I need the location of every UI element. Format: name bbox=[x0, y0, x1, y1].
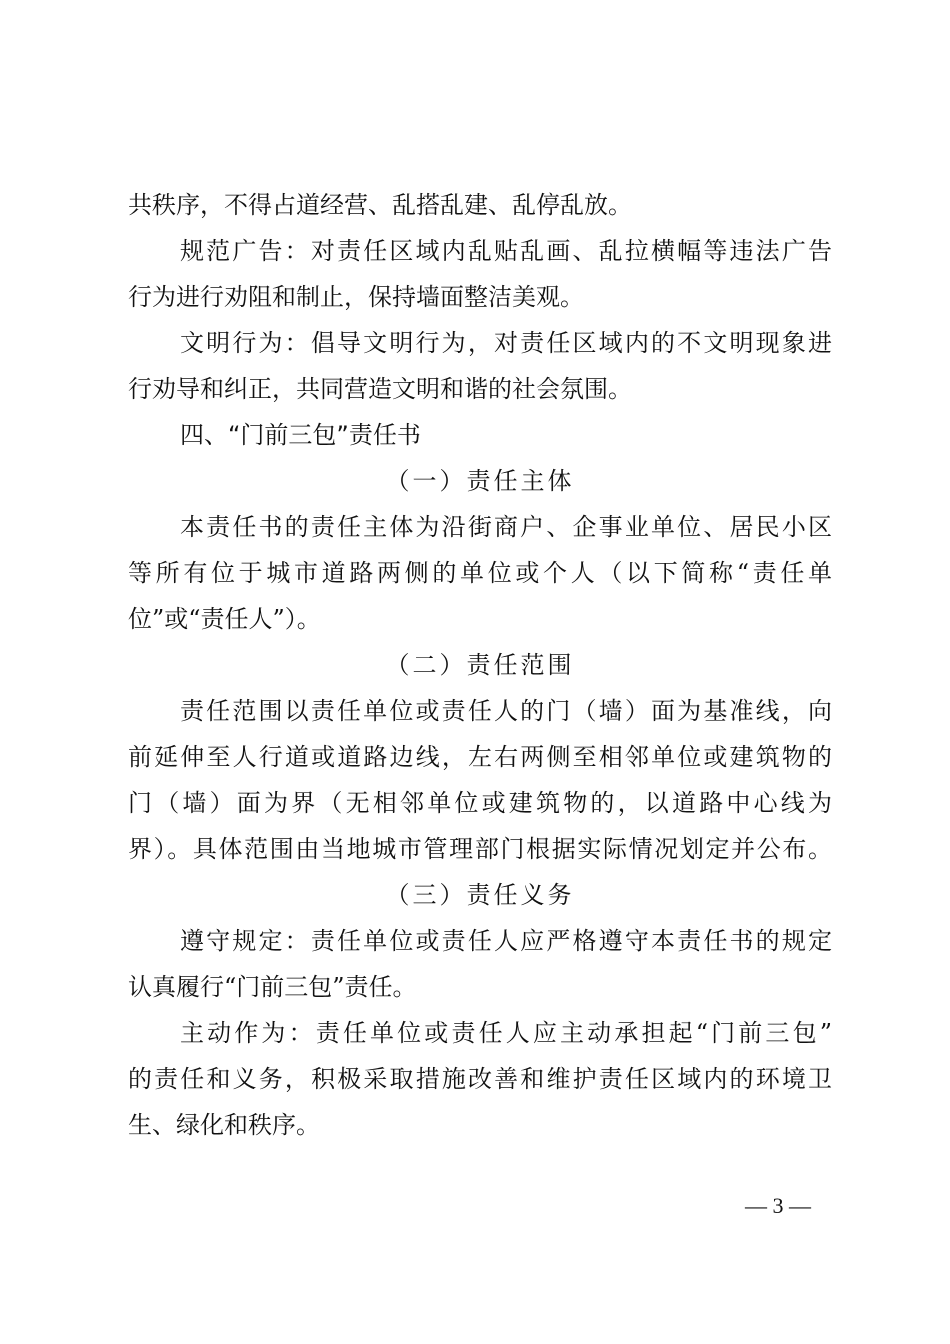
paragraph-line: 行劝导和纠正，共同营造文明和谐的社会氛围。 bbox=[128, 375, 632, 403]
paragraph-line: 认真履行“门前三包”责任。 bbox=[128, 973, 417, 1001]
subsection-heading: （一）责任主体 bbox=[385, 467, 575, 495]
subsection-heading: （二）责任范围 bbox=[385, 651, 575, 679]
paragraph-line: 责任范围以责任单位或责任人的门（墙）面为基准线，向 bbox=[180, 697, 832, 725]
paragraph-line: 行为进行劝阻和制止，保持墙面整洁美观。 bbox=[128, 283, 584, 311]
subsection-heading: （三）责任义务 bbox=[385, 881, 575, 909]
paragraph-line: 界）。具体范围由当地城市管理部门根据实际情况划定并公布。 bbox=[128, 835, 832, 863]
paragraph-line: 等所有位于城市道路两侧的单位或个人（以下简称“责任单 bbox=[128, 559, 832, 587]
paragraph-line: 的责任和义务，积极采取措施改善和维护责任区域内的环境卫 bbox=[128, 1065, 832, 1093]
page-number: — 3 — bbox=[745, 1193, 811, 1218]
paragraph-line: 前延伸至人行道或道路边线，左右两侧至相邻单位或建筑物的 bbox=[128, 743, 832, 771]
paragraph-line: 遵守规定：责任单位或责任人应严格遵守本责任书的规定 bbox=[180, 927, 832, 955]
paragraph-line: 主动作为：责任单位或责任人应主动承担起“门前三包” bbox=[180, 1019, 832, 1047]
paragraph-line: 规范广告：对责任区域内乱贴乱画、乱拉横幅等违法广告 bbox=[180, 237, 832, 265]
paragraph-line: 门（墙）面为界（无相邻单位或建筑物的，以道路中心线为 bbox=[128, 789, 832, 817]
paragraph-line: 共秩序，不得占道经营、乱搭乱建、乱停乱放。 bbox=[128, 191, 632, 219]
paragraph-line: 文明行为：倡导文明行为，对责任区域内的不文明现象进 bbox=[180, 329, 832, 357]
paragraph-line: 位”或“责任人”）。 bbox=[128, 605, 321, 633]
paragraph-line: 本责任书的责任主体为沿街商户、企事业单位、居民小区 bbox=[180, 513, 832, 541]
paragraph-line: 生、绿化和秩序。 bbox=[128, 1111, 320, 1139]
section-heading: 四、“门前三包”责任书 bbox=[180, 421, 421, 449]
